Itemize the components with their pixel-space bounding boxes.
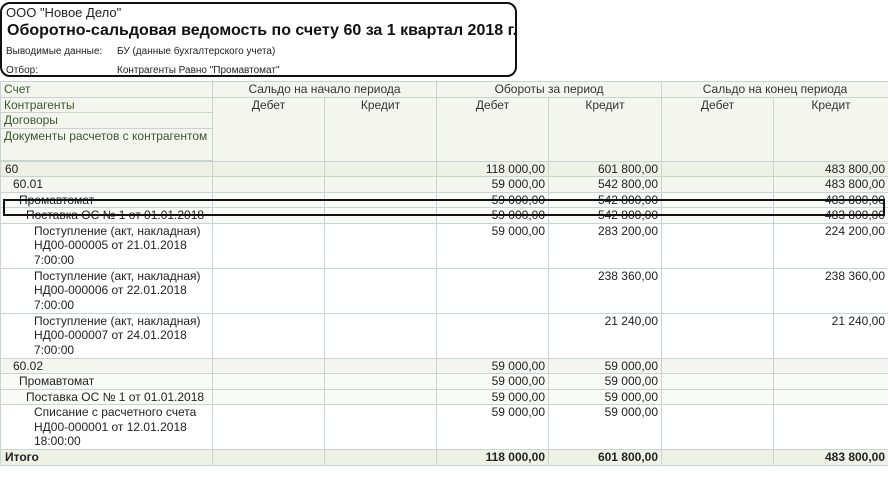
cell-closing-debit (662, 389, 774, 405)
cell-turnover-debit: 118 000,00 (437, 161, 549, 177)
cell-closing-credit (774, 374, 888, 390)
cell-opening-debit (213, 450, 325, 466)
cell-closing-debit (662, 374, 774, 390)
cell-turnover-debit: 59 000,00 (437, 177, 549, 193)
cell-closing-credit: 483 800,00 (774, 161, 888, 177)
cell-closing-debit (662, 450, 774, 466)
cell-row-label: Списание с расчетного счета НД00-000001 от 12.01.2018 18:00:00 (1, 405, 213, 450)
col-turnover: Обороты за период (437, 82, 662, 98)
cell-opening-debit (213, 192, 325, 208)
cell-turnover-credit: 238 360,00 (549, 268, 662, 313)
filter-value: Контрагенты Равно "Промавтомат" (117, 65, 280, 76)
cell-row-label: Промавтомат (1, 374, 213, 390)
cell-closing-credit: 238 360,00 (774, 268, 888, 313)
col-account: Счет (1, 82, 213, 98)
cell-turnover-debit: 59 000,00 (437, 389, 549, 405)
cell-opening-debit (213, 313, 325, 358)
table-row[interactable] (1, 223, 888, 268)
cell-turnover-credit: 59 000,00 (549, 405, 662, 450)
cell-turnover-credit: 59 000,00 (549, 374, 662, 390)
cell-closing-debit (662, 208, 774, 224)
col-counterparties: Контрагенты (1, 97, 213, 113)
cell-total-label: Итого (1, 450, 213, 466)
cell-turnover-debit: 118 000,00 (437, 450, 549, 466)
header-row-2 (1, 97, 888, 113)
table-row[interactable] (1, 268, 888, 313)
report-header (0, 0, 888, 82)
cell-opening-debit (213, 208, 325, 224)
cell-turnover-debit (437, 268, 549, 313)
col-closing-credit: Кредит (774, 97, 888, 161)
col-closing-balance: Сальдо на конец периода (662, 82, 888, 98)
header-row-1 (1, 82, 888, 98)
col-opening-debit: Дебет (213, 97, 325, 161)
cell-opening-credit (325, 223, 437, 268)
cell-turnover-credit: 21 240,00 (549, 313, 662, 358)
cell-opening-debit (213, 161, 325, 177)
cell-turnover-debit: 59 000,00 (437, 358, 549, 374)
report-title: Оборотно-сальдовая ведомость по счету 60 за 1 квартал 2018 г. (7, 22, 518, 39)
cell-opening-debit (213, 268, 325, 313)
cell-closing-debit (662, 223, 774, 268)
table-row[interactable] (1, 161, 888, 177)
cell-row-label: Поступление (акт, накладная) НД00-000005 от 21.01.2018 7:00:00 (1, 223, 213, 268)
cell-turnover-credit: 601 800,00 (549, 450, 662, 466)
cell-closing-debit (662, 177, 774, 193)
cell-opening-debit (213, 405, 325, 450)
table-row[interactable] (1, 405, 888, 450)
col-turnover-debit: Дебет (437, 97, 549, 161)
cell-row-label: Поступление (акт, накладная) НД00-000006 от 22.01.2018 7:00:00 (1, 268, 213, 313)
cell-closing-debit (662, 405, 774, 450)
col-contracts: Договоры (1, 113, 213, 129)
cell-turnover-credit: 59 000,00 (549, 358, 662, 374)
cell-closing-debit (662, 358, 774, 374)
cell-turnover-debit: 59 000,00 (437, 192, 549, 208)
organization-name: ООО "Новое Дело" (6, 5, 122, 20)
cell-turnover-credit: 283 200,00 (549, 223, 662, 268)
cell-opening-credit (325, 268, 437, 313)
cell-closing-credit: 483 800,00 (774, 450, 888, 466)
cell-row-label: 60 (1, 161, 213, 177)
table-row[interactable] (1, 313, 888, 358)
cell-turnover-debit: 59 000,00 (437, 374, 549, 390)
col-opening-credit: Кредит (325, 97, 437, 161)
cell-turnover-credit: 601 800,00 (549, 161, 662, 177)
table-row[interactable] (1, 374, 888, 390)
cell-closing-credit: 483 800,00 (774, 192, 888, 208)
cell-turnover-debit (437, 313, 549, 358)
cell-closing-credit (774, 389, 888, 405)
table-row[interactable] (1, 358, 888, 374)
cell-opening-debit (213, 374, 325, 390)
col-opening-balance: Сальдо на начало периода (213, 82, 437, 98)
cell-turnover-credit: 542 800,00 (549, 177, 662, 193)
filter-label: Отбор: (6, 65, 38, 76)
cell-turnover-credit: 542 800,00 (549, 192, 662, 208)
cell-closing-debit (662, 161, 774, 177)
cell-row-label: 60.01 (1, 177, 213, 193)
cell-opening-debit (213, 223, 325, 268)
cell-closing-credit (774, 405, 888, 450)
cell-row-label: Поставка ОС № 1 от 01.01.2018 (1, 208, 213, 224)
output-data-label: Выводимые данные: (6, 46, 103, 57)
cell-row-label: Поставка ОС № 1 от 01.01.2018 (1, 389, 213, 405)
cell-opening-credit (325, 405, 437, 450)
turnover-balance-table (0, 81, 888, 466)
table-row[interactable] (1, 208, 888, 224)
cell-opening-credit (325, 374, 437, 390)
cell-row-label: Поступление (акт, накладная) НД00-000007 от 24.01.2018 7:00:00 (1, 313, 213, 358)
cell-closing-debit (662, 268, 774, 313)
cell-opening-credit (325, 389, 437, 405)
col-closing-debit: Дебет (662, 97, 774, 161)
cell-turnover-credit: 59 000,00 (549, 389, 662, 405)
cell-closing-credit (774, 358, 888, 374)
table-row[interactable] (1, 177, 888, 193)
cell-opening-credit (325, 177, 437, 193)
table-row[interactable] (1, 389, 888, 405)
cell-opening-debit (213, 389, 325, 405)
cell-closing-credit: 224 200,00 (774, 223, 888, 268)
cell-turnover-credit: 542 800,00 (549, 208, 662, 224)
cell-row-label: Промавтомат (1, 192, 213, 208)
cell-turnover-debit: 59 000,00 (437, 208, 549, 224)
output-data-value: БУ (данные бухгалтерского учета) (117, 46, 276, 57)
total-row (1, 450, 888, 466)
cell-row-label: 60.02 (1, 358, 213, 374)
cell-closing-credit: 21 240,00 (774, 313, 888, 358)
cell-turnover-debit: 59 000,00 (437, 223, 549, 268)
col-turnover-credit: Кредит (549, 97, 662, 161)
cell-closing-debit (662, 192, 774, 208)
cell-opening-credit (325, 358, 437, 374)
cell-opening-credit (325, 192, 437, 208)
cell-opening-credit (325, 313, 437, 358)
cell-turnover-debit: 59 000,00 (437, 405, 549, 450)
cell-closing-debit (662, 313, 774, 358)
cell-opening-debit (213, 358, 325, 374)
cell-opening-credit (325, 161, 437, 177)
table-row[interactable] (1, 192, 888, 208)
cell-closing-credit: 483 800,00 (774, 177, 888, 193)
cell-closing-credit: 483 800,00 (774, 208, 888, 224)
cell-opening-credit (325, 208, 437, 224)
cell-opening-credit (325, 450, 437, 466)
col-documents: Документы расчетов с контрагентом (1, 128, 213, 160)
cell-opening-debit (213, 177, 325, 193)
